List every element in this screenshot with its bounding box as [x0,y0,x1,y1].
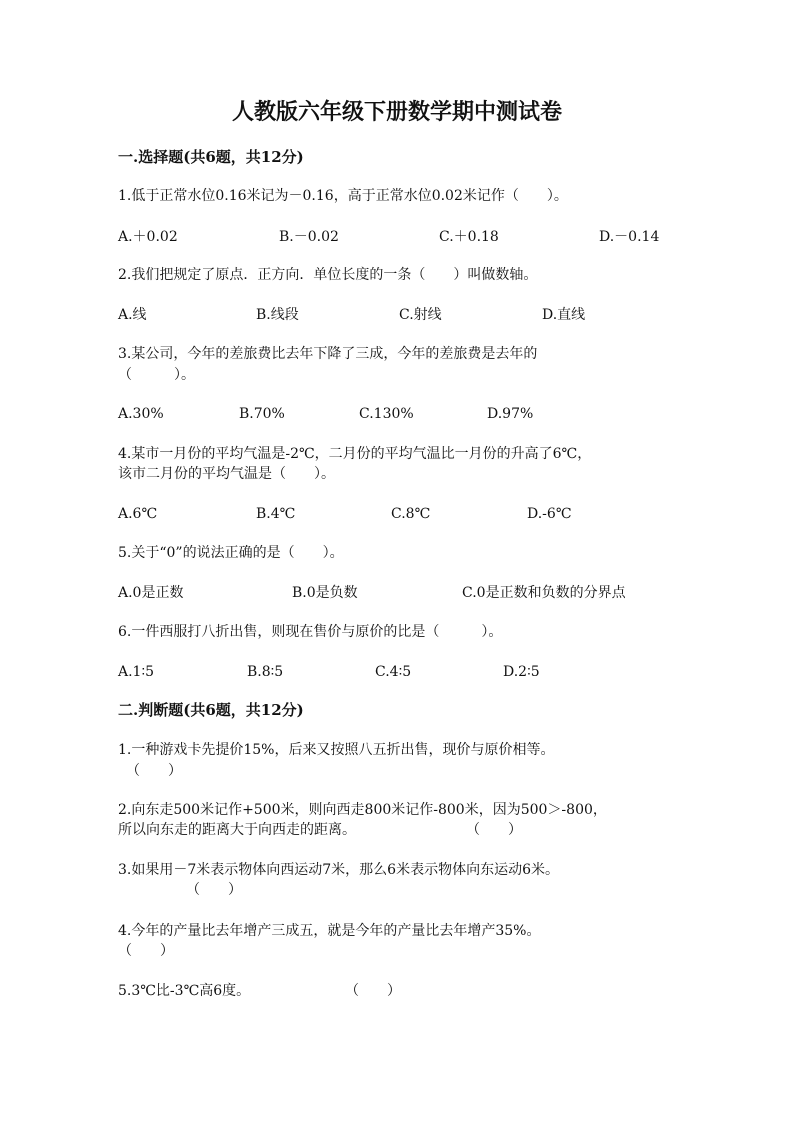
judge-5-text: 5.3℃比-3℃高6度。 [118,983,251,999]
question-4-option-c: C.8℃ [391,506,431,522]
judge-3-text: 3.如果用－7米表示物体向西运动7米，那么6米表示物体向东运动6米。 [118,862,559,878]
page-title: 人教版六年级下册数学期中测试卷 [231,99,562,125]
question-1-option-a: A.＋0.02 [118,229,178,245]
question-6-option-a: A.1∶5 [118,664,155,680]
judge-2-text-line-2: 所以向东走的距离大于向西走的距离。 [118,822,356,838]
question-1-text: 1.低于正常水位0.16米记为－0.16，高于正常水位0.02米记作（ ）。 [118,188,568,204]
question-5-option-c: C.0是正数和负数的分界点 [462,585,626,601]
question-4-option-a: A.6℃ [118,506,158,522]
question-6-option-d: D.2∶5 [503,664,540,680]
question-2-text: 2.我们把规定了原点．正方向．单位长度的一条（ ）叫做数轴。 [118,267,538,283]
judge-2-blank: （ ） [466,822,522,838]
question-2-option-c: C.射线 [399,307,442,323]
question-3-text: 3.某公司，今年的差旅费比去年下降了三成，今年的差旅费是去年的 [118,346,538,362]
question-4-option-d: D.-6℃ [527,506,572,522]
section-heading-judge: 二.判断题(共6题，共12分) [118,701,304,719]
question-1-option-c: C.＋0.18 [439,229,499,245]
question-3-option-b: B.70% [239,406,285,422]
question-1-option-b: B.－0.02 [279,229,339,245]
question-3-option-c: C.130% [359,406,414,422]
judge-2-text: 2.向东走500米记作+500米，则向西走800米记作-800米，因为500＞-800， [118,802,607,818]
question-5-option-a: A.0是正数 [118,585,184,601]
judge-1-blank: （ ） [126,763,182,779]
question-2-option-a: A.线 [118,307,147,323]
judge-5-blank: （ ） [345,983,401,999]
question-2-option-b: B.线段 [256,307,299,323]
question-4-text-line-2: 该市二月份的平均气温是（ ）。 [118,466,335,482]
question-4-text: 4.某市一月份的平均气温是-2℃，二月份的平均气温比一月份的升高了6℃， [118,446,592,462]
question-5-text: 5.关于“0”的说法正确的是（ ）。 [118,545,344,561]
section-heading-choice: 一.选择题(共6题，共12分) [118,148,304,166]
question-6-option-b: B.8∶5 [247,664,284,680]
judge-4-blank: （ ） [118,943,174,959]
question-2-option-d: D.直线 [542,307,586,323]
question-3-option-d: D.97% [487,406,534,422]
question-1-option-d: D.－0.14 [599,229,660,245]
question-6-text: 6.一件西服打八折出售，则现在售价与原价的比是（ ）。 [118,624,503,640]
question-3-option-a: A.30% [118,406,164,422]
judge-4-text: 4.今年的产量比去年增产三成五，就是今年的产量比去年增产35%。 [118,923,541,939]
question-3-blank: （ ）。 [118,367,195,383]
judge-3-blank: （ ） [186,882,242,898]
question-5-option-b: B.0是负数 [292,585,358,601]
question-6-option-c: C.4∶5 [375,664,412,680]
question-4-option-b: B.4℃ [256,506,296,522]
judge-1-text: 1.一种游戏卡先提价15%，后来又按照八五折出售，现价与原价相等。 [118,742,555,758]
